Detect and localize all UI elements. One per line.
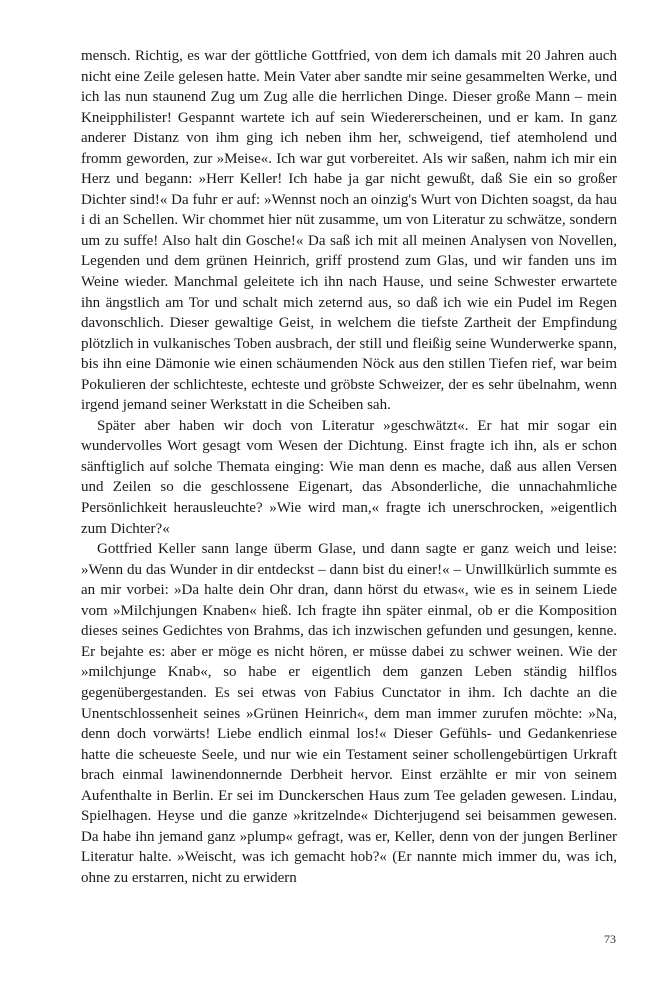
- page-number: 73: [604, 932, 616, 946]
- page-body: [81, 46, 617, 888]
- paragraph-2: Später aber haben wir doch von Literatur »geschwätzt«. Er hat mir sogar ein wundervolles Wort gesagt vom Wesen der Dichtung. Einst fragte ich ihn, als er schon sänftiglich auf solche Themata einging: Wie man denn es mache, daß aus allen Versen und Zeilen so die geschlossene Eigenart, das Absonderliche, die unnachahmliche Persönlichkeit herausleuchte? »Wie wird man,« fragte ich unerschrocken, »eigentlich zum Dichter?«: [81, 417, 617, 537]
- paragraph-1: mensch. Richtig, es war der göttliche Gottfried, von dem ich damals mit 20 Jahren auch nicht eine Zeile gelesen hatte. Mein Vater aber sandte mir seine gesammelten Werke, und ich las nun staunend Zug um Zug alle die herrlichen Dinge. Dieser große Mann – mein Kneipphilister! Gespannt wartete ich auf sein Wiedererscheinen, und er kam. In ganz anderer Distanz von ihm ging ich neben ihm her, schweigend, tief atemholend und fromm geworden, zur »Meise«. Ich war gut vorbereitet. Als wir saßen, nahm ich mir ein Herz und begann: »Herr Keller! Ich habe ja gar nicht gewußt, daß Sie ein so großer Dichter sind!« Da fuhr er auf: »Wennst noch an oinzig's Wurt von Dichten soagst, da hau i di an Schellen. Wir chommet hier nüt zusamme, um von Literatur zu schwätze, sondern um zu suffe! Also halt din Gosche!« Da saß ich mit all meinen Analysen von Novellen, Legenden und dem grünen Heinrich, griff prostend zum Glas, und wir fanden uns im Weine wieder. Manchmal geleitete ich ihn nach Hause, und seine Schwester erwartete ihn ängstlich am Tor und schalt mich zeternd aus, so daß ich wie ein Pudel im Regen davonschlich. Dieser gewaltige Geist, in welchem die tiefste Zartheit der Empfindung plötzlich in vulkanisches Toben ausbrach, der still und fleißig seine Wunderwerke spann, bis ihn eine Dämonie wie einen schäumenden Nöck aus den stillen Tiefen rief, war beim Pokulieren der schlichteste, echteste und gröbste Schweizer, der es sehr übelnahm, wenn irgend jemand seiner Werkstatt in die Scheiben sah.: [81, 48, 617, 414]
- paragraph-3: Gottfried Keller sann lange überm Glase, und dann sagte er ganz weich und leise: »Wenn du das Wunder in dir entdeckst – dann bist du einer!« – Unwillkürlich summte es an mir vorbei: »Da halte dein Ohr dran, dann hörst du etwas«, wie es in seinem Liede vom »Milchjungen Knaben« hieß. Ich fragte ihn später einmal, ob er die Komposition dieses seines Gedichtes von Brahms, das ich inzwischen gefunden und gesungen, kenne. Er bejahte es: aber er möge es nicht hören, er müsse dabei zu schwer weinen. Wie der »milchjunge Knab«, so habe er eigentlich dem ganzen Leben ständig hilflos gegenübergestanden. Es sei etwas von Fabius Cunctator in ihm. Ich dachte an die Unentschlossenheit seines »Grünen Heinrich«, dem man immer zurufen möchte: »Na, denn doch vorwärts! Liebe endlich einmal los!« Dieser Gefühls- und Gedankenriese hatte die scheueste Seele, und nur wie ein Testament seiner schollengebürtigen Urkraft brach einmal lawinendonnernde Derbheit hervor. Einst erzählte er mir von seinem Aufenthalte in Berlin. Er sei im Dunckerschen Haus zum Tee geladen gewesen. Lindau, Spielhagen. Heyse und die ganze »kritzelnde« Dichterjugend sei beisammen gewesen. Da habe ihn jemand ganz »plump« gefragt, was er, Keller, denn von der jungen Berliner Literatur halte. »Weischt, was ich gemacht hob?« (Er nannte mich immer du, was ich, ohne zu erstarren, nicht zu erwidern: [81, 541, 617, 886]
